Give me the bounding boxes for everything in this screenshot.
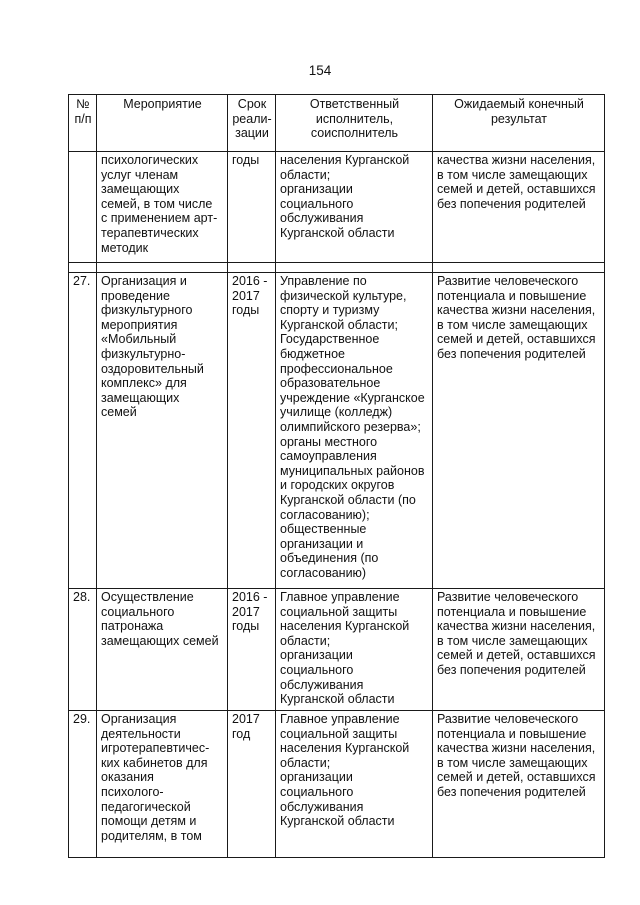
cell-line: общественные (280, 522, 367, 537)
table-row (69, 589, 605, 711)
cell-line: организации (280, 648, 353, 663)
table-header-row (69, 95, 605, 152)
cell-line: Курганской области (280, 692, 395, 707)
cell-line: физической культуре, (280, 288, 407, 303)
cell-line: Курганской области; (280, 317, 398, 332)
cell-line: качества жизни населения, (437, 153, 596, 167)
cell-line: Организация (101, 712, 177, 726)
cell-line: 2017 (232, 288, 260, 303)
cell-event (97, 589, 228, 711)
cell-line: Осуществление (101, 590, 194, 604)
cell-responsible (276, 152, 433, 263)
header-event: Мероприятие (97, 95, 228, 152)
cell-line: Управление по (280, 274, 367, 288)
separator-cell (69, 263, 97, 273)
cell-line: социального (101, 604, 175, 619)
cell-event (97, 711, 228, 858)
cell-line: методик (101, 240, 149, 255)
cell-responsible (276, 711, 433, 858)
cell-line: обслуживания (280, 211, 364, 226)
cell-line: и городских округов (280, 478, 395, 493)
cell-line: образовательное (280, 376, 381, 391)
cell-line: семей (101, 405, 137, 420)
cell-line: физкультурного (101, 303, 193, 318)
cell-line: социальной защиты (280, 604, 398, 619)
cell-line: обслуживания (280, 677, 364, 692)
cell-line: помощи детям и (101, 814, 197, 829)
cell-line: области; (280, 755, 331, 770)
cell-line: педагогической (101, 799, 191, 814)
cell-line: качества жизни населения, (437, 619, 596, 634)
cell-line: качества жизни населения, (437, 303, 596, 318)
cell-line: организации (280, 182, 353, 197)
cell-num: 27. (69, 273, 97, 589)
cell-line: в том числе замещающих (437, 755, 588, 770)
cell-line: организации и (280, 536, 364, 551)
cell-line: 2017 (232, 604, 260, 619)
table-row (69, 711, 605, 858)
cell-event (97, 273, 228, 589)
cell-line: комплекс» для (101, 376, 187, 391)
separator-cell (228, 263, 276, 273)
cell-line: Государственное (280, 332, 380, 347)
row-separator (69, 263, 605, 273)
cell-term (228, 589, 276, 711)
cell-term (228, 152, 276, 263)
cell-line: замещающих (101, 390, 180, 405)
separator-cell (97, 263, 228, 273)
cell-line: согласованию) (280, 565, 367, 580)
cell-line: муниципальных районов (280, 463, 425, 478)
cell-line: Развитие человеческого (437, 590, 579, 604)
cell-line: годы (232, 619, 260, 634)
cell-result (433, 711, 605, 858)
cell-line: игротерапевтичес- (101, 741, 210, 756)
cell-line: 2017 (232, 712, 260, 726)
cell-line: спорту и туризму (280, 303, 380, 318)
cell-line: услуг членам (101, 167, 179, 182)
separator-cell (433, 263, 605, 273)
cell-responsible (276, 273, 433, 589)
cell-line: потенциала и повышение (437, 726, 587, 741)
cell-line: «Мобильный (101, 332, 177, 347)
cell-line: населения Курганской (280, 153, 410, 167)
cell-line: ких кабинетов для (101, 755, 208, 770)
cell-line: годы (232, 153, 260, 167)
cell-line: населения Курганской (280, 741, 410, 756)
cell-line: Курганской области (по (280, 492, 416, 507)
cell-line: родителям, в том (101, 828, 202, 843)
cell-event (97, 152, 228, 263)
cell-line: Курганской области (280, 225, 395, 240)
cell-line: семей, в том числе (101, 196, 213, 211)
cell-line: Развитие человеческого (437, 274, 579, 288)
cell-result (433, 273, 605, 589)
cell-line: замещающих семей (101, 633, 219, 648)
cell-line: оздоровительный (101, 361, 204, 376)
cell-line: оказания (101, 770, 154, 785)
cell-line: области; (280, 633, 331, 648)
cell-result (433, 589, 605, 711)
table-row (69, 273, 605, 589)
cell-line: семей и детей, оставшихся (437, 770, 596, 785)
cell-line: органы местного (280, 434, 378, 449)
separator-cell (276, 263, 433, 273)
cell-line: в том числе замещающих (437, 317, 588, 332)
cell-result (433, 152, 605, 263)
cell-line: деятельности (101, 726, 181, 741)
cell-term (228, 273, 276, 589)
header-result: Ожидаемый конечный результат (433, 95, 605, 152)
cell-line: год (232, 726, 251, 741)
cell-num (69, 152, 97, 263)
cell-line: Главное управление (280, 590, 400, 604)
cell-line: организации (280, 770, 353, 785)
cell-line: потенциала и повышение (437, 288, 587, 303)
table-row (69, 152, 605, 263)
cell-line: социальной защиты (280, 726, 398, 741)
cell-line: патронажа (101, 619, 164, 634)
cell-line: Курганской области (280, 814, 395, 829)
cell-line: психологических (101, 153, 199, 167)
cell-line: социального (280, 196, 354, 211)
cell-line: мероприятия (101, 317, 178, 332)
cell-line: семей и детей, оставшихся (437, 648, 596, 663)
cell-line: Развитие человеческого (437, 712, 579, 726)
cell-line: семей и детей, оставшихся (437, 182, 596, 197)
cell-line: 2016 - (232, 274, 268, 288)
cell-line: области; (280, 167, 331, 182)
cell-line: Главное управление (280, 712, 400, 726)
cell-line: без попечения родителей (437, 196, 586, 211)
cell-line: бюджетное (280, 346, 345, 361)
cell-line: качества жизни населения, (437, 741, 596, 756)
cell-line: в том числе замещающих (437, 167, 588, 182)
cell-term (228, 711, 276, 858)
cell-line: с применением арт- (101, 211, 218, 226)
cell-line: училище (колледж) (280, 405, 393, 420)
cell-line: 2016 - (232, 590, 268, 604)
cell-line: физкультурно- (101, 346, 186, 361)
cell-num: 29. (69, 711, 97, 858)
cell-line: семей и детей, оставшихся (437, 332, 596, 347)
cell-responsible (276, 589, 433, 711)
cell-line: без попечения родителей (437, 784, 586, 799)
cell-line: учреждение «Курганское (280, 390, 425, 405)
cell-line: обслуживания (280, 799, 364, 814)
header-responsible: Ответственный исполнитель, соисполнитель (276, 95, 433, 152)
cell-line: терапевтических (101, 225, 199, 240)
header-term: Срок реали- зации (228, 95, 276, 152)
cell-line: населения Курганской (280, 619, 410, 634)
cell-line: согласованию); (280, 507, 370, 522)
cell-line: годы (232, 303, 260, 318)
header-num: № п/п (69, 95, 97, 152)
cell-line: социального (280, 662, 354, 677)
cell-line: без попечения родителей (437, 346, 586, 361)
cell-line: объединения (по (280, 551, 379, 566)
cell-line: психолого- (101, 784, 164, 799)
cell-line: социального (280, 784, 354, 799)
cell-line: замещающих (101, 182, 180, 197)
cell-line: без попечения родителей (437, 662, 586, 677)
cell-line: Организация и (101, 274, 187, 288)
action-plan-table (68, 94, 605, 858)
cell-num: 28. (69, 589, 97, 711)
cell-line: самоуправления (280, 449, 377, 464)
cell-line: проведение (101, 288, 170, 303)
cell-line: в том числе замещающих (437, 633, 588, 648)
cell-line: олимпийского резерва»; (280, 419, 421, 434)
page-number: 154 (308, 63, 332, 78)
cell-line: потенциала и повышение (437, 604, 587, 619)
cell-line: профессиональное (280, 361, 393, 376)
